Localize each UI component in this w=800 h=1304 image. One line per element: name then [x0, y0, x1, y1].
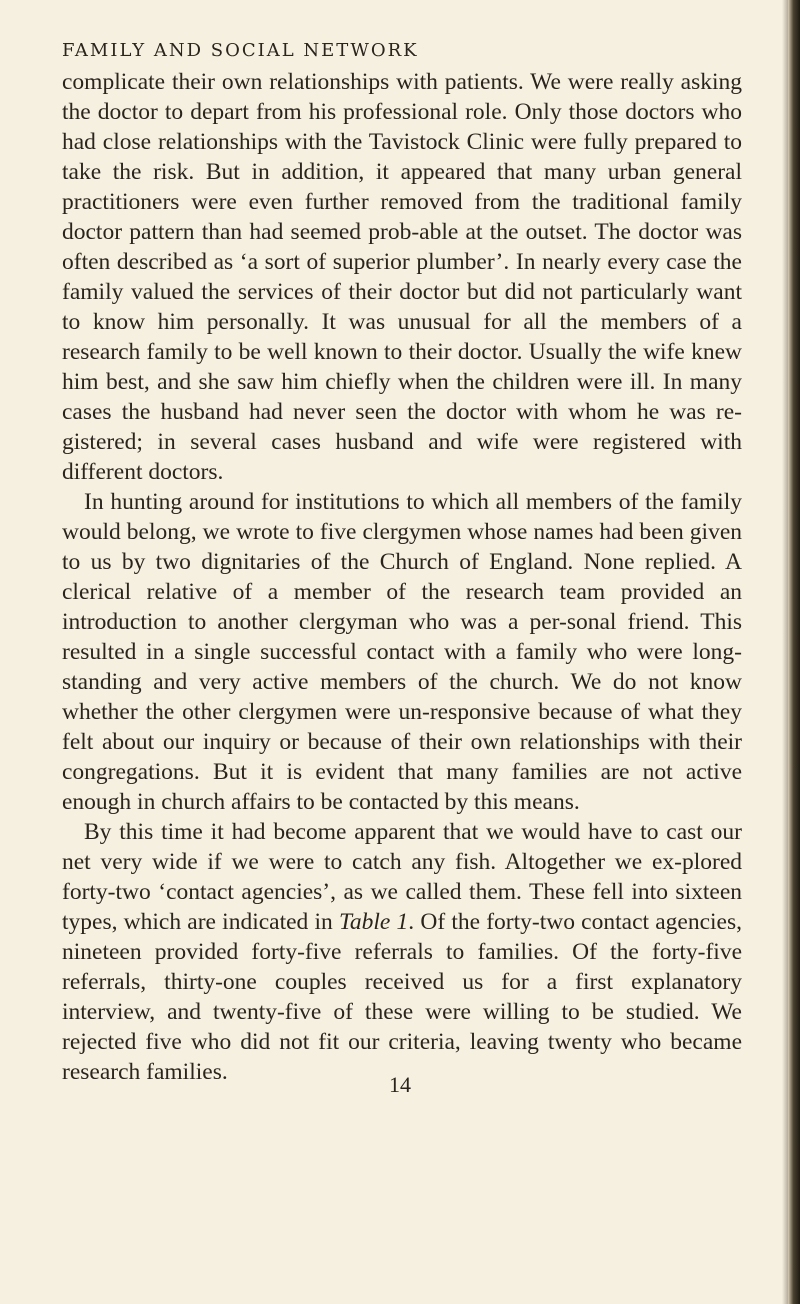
paragraph-3-text-after: . Of the forty-two contact agencies, nineteen provided forty-five referrals to families. Of the forty-five referrals, thirty-one couples received us for a first explanatory interview, and twenty-five of these were willing to be studied. We rejected five who did not fit our criteria, leaving twenty who became research families.: [62, 909, 742, 1085]
paragraph-2: In hunting around for institutions to which all members of the family would belong, we wrote to five clergymen whose names had been given to us by two dignitaries of the Church of England. None replied. A clerical relative of a member of the research team provided an introduction to another clergyman who was a per-sonal friend. This resulted in a single successful contact with a family who were long-standing and very active members of the church. We do not know whether the other clergymen were un-responsive because of what they felt about our inquiry or because of their own relationships with their congregations. But it is evident that many families are not active enough in church affairs to be contacted by this means.: [62, 489, 742, 815]
page-number: 14: [389, 1072, 411, 1097]
running-head: FAMILY AND SOCIAL NETWORK: [62, 40, 419, 61]
paragraph-1: complicate their own relationships with patients. We were really asking the doctor to depart from his professional role. Only those doctors who had close relationships with the Tavistock Clinic were fully prepared to take the risk. But in addition, it appeared that many urban general practitioners were even further removed from the traditional family doctor pattern than had seemed prob-able at the outset. The doctor was often described as ‘a sort of superior plumber’. In nearly every case the family valued the services of their doctor but did not particularly want to know him personally. It was unusual for all the members of a research family to be well known to their doctor. Usually the wife knew him best, and she saw him chiefly when the children were ill. In many cases the husband had never seen the doctor with whom he was re-gistered; in several cases husband and wife were registered with different doctors.: [62, 69, 742, 485]
body-text: [62, 67, 742, 1087]
table-reference: Table 1: [338, 909, 409, 935]
paragraph-3-text-before: By this time it had become apparent that we would have to cast our net very wide if we were to catch any fish. Altogether we ex-plored forty-two ‘contact agencies’, as we called them. These fell into sixteen types, which are indicated in: [62, 819, 742, 935]
book-spine: [788, 0, 800, 1304]
paragraph-3: [62, 817, 742, 1087]
